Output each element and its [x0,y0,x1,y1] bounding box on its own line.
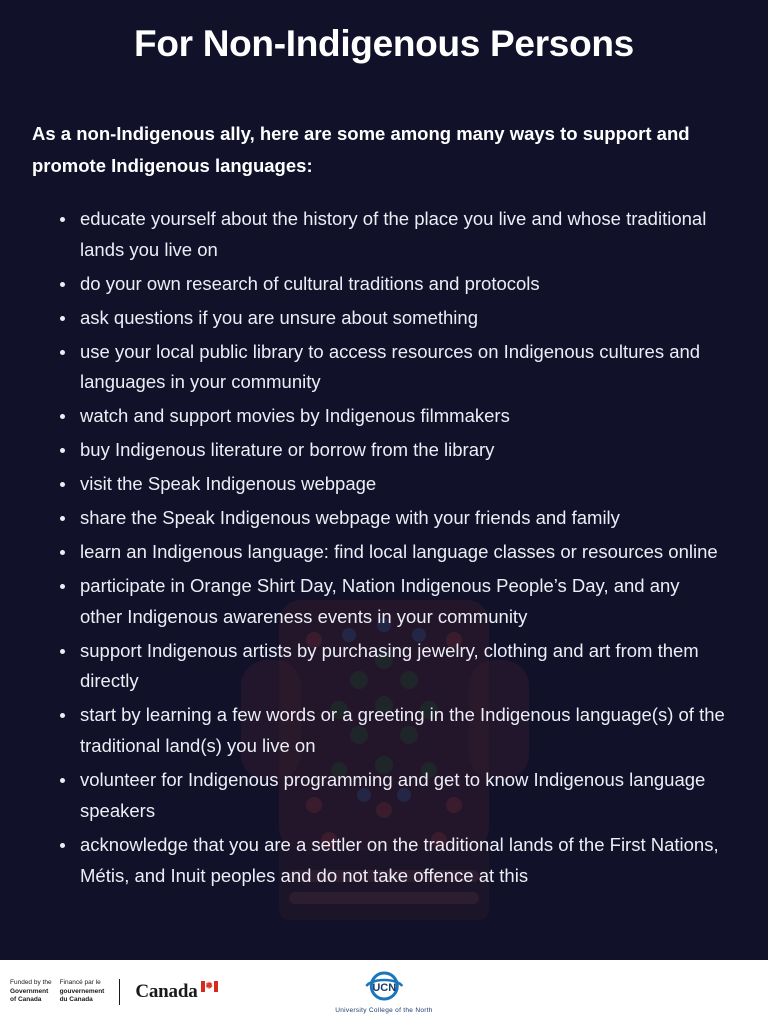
list-item: support Indigenous artists by purchasing jewelry, clothing and art from them directly [58,636,726,698]
list-item: acknowledge that you are a settler on the traditional lands of the First Nations, Métis, and Inuit peoples and do not take offence at this [58,830,726,892]
list-item: volunteer for Indigenous programming and get to know Indigenous language speakers [58,765,726,827]
logo-divider [119,979,120,1005]
gov-finance-line1: Financé par le [59,978,101,986]
gov-text-french [60,979,105,1005]
list-item: participate in Orange Shirt Day, Nation Indigenous People’s Day, and any other Indigenous awareness events in your community [58,571,726,633]
list-item: use your local public library to access resources on Indigenous cultures and languages in your community [58,337,726,399]
government-of-canada-logo [10,979,218,1005]
ucn-mark-icon [356,971,412,1005]
canada-flag-icon: ❅ [201,981,218,992]
gov-funded-line2: Government [10,987,49,995]
list-item: share the Speak Indigenous webpage with your friends and family [58,503,726,534]
page-title: For Non-Indigenous Persons [134,23,634,64]
gov-text-english [10,979,52,1005]
gov-funded-line1: Funded by the [10,978,52,986]
list-item: buy Indigenous literature or borrow from the library [58,435,726,466]
list-item: visit the Speak Indigenous webpage [58,469,726,500]
list-item: start by learning a few words or a greeting in the Indigenous language(s) of the traditional land(s) you live on [58,700,726,762]
list-item: educate yourself about the history of the place you live and whose traditional lands you live on [58,204,726,266]
svg-text:UCN: UCN [372,981,396,994]
gov-funded-line3: of Canada [10,996,42,1004]
ucn-caption: University College of the North [335,1006,433,1014]
tips-list [30,204,738,892]
ucn-logo [335,971,432,1014]
list-item: ask questions if you are unsure about something [58,303,726,334]
list-item: learn an Indigenous language: find local language classes or resources online [58,537,726,568]
gov-finance-line2: gouvernement [59,987,105,995]
list-item: watch and support movies by Indigenous filmmakers [58,401,726,432]
gov-finance-line3: du Canada [59,996,93,1004]
canada-wordmark [135,981,217,1003]
list-item: do your own research of cultural traditions and protocols [58,269,726,300]
canada-wordmark-text: Canada [135,980,198,1002]
footer-bar [0,960,768,1024]
intro-paragraph: As a non-Indigenous ally, here are some among many ways to support and promote Indigenous languages: [32,123,690,177]
